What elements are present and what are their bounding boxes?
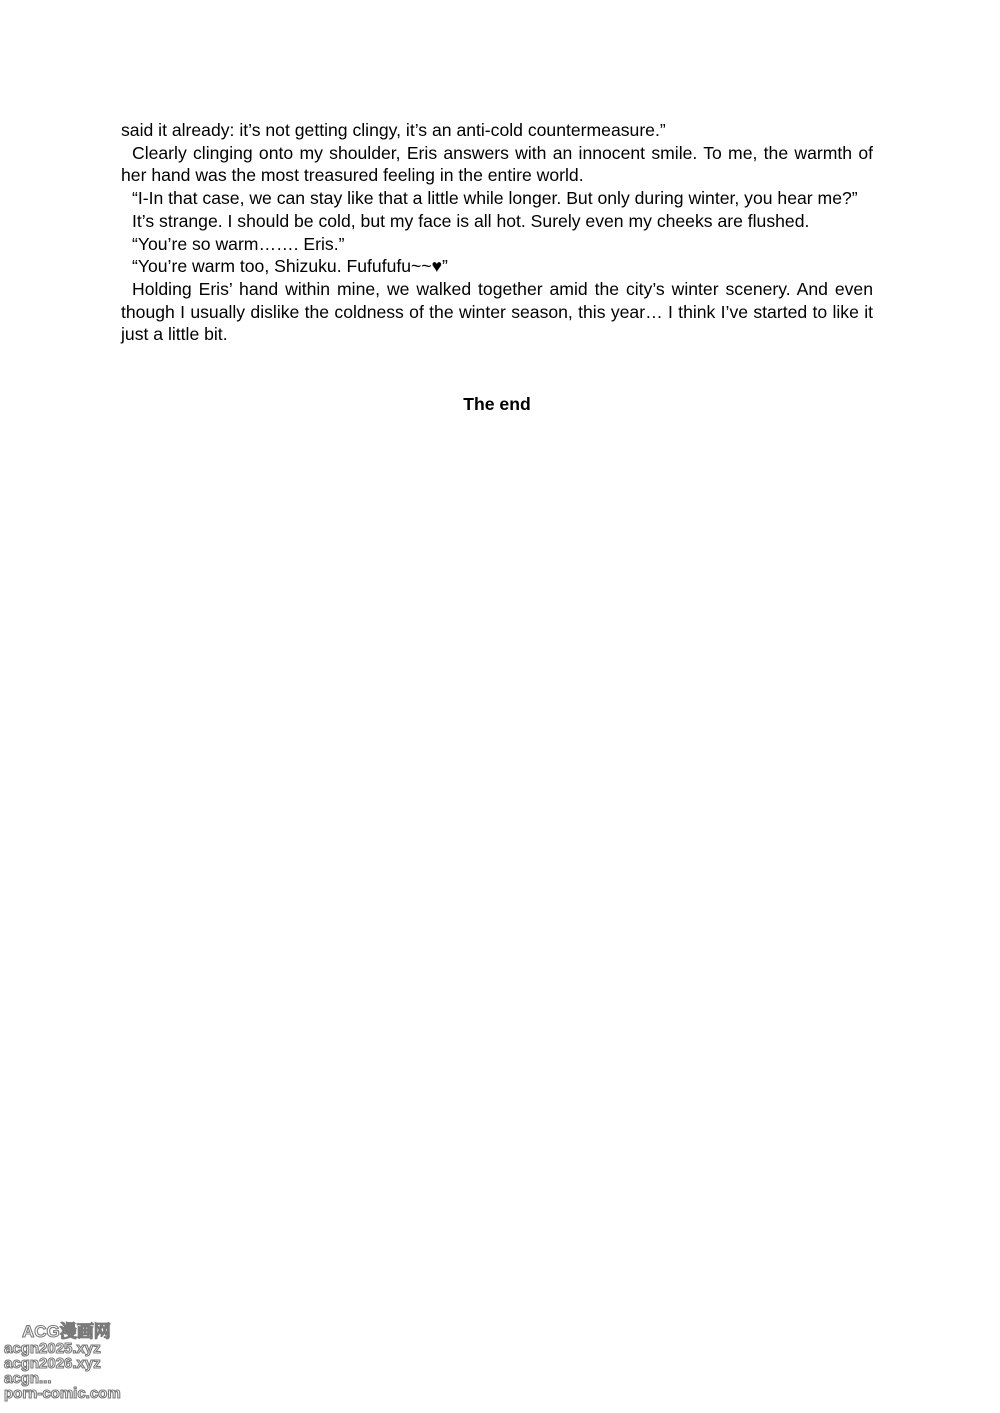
watermark-line: acgn2026.xyz (4, 1355, 101, 1372)
watermark (4, 1323, 164, 1401)
watermark-line: porn-comic.com (4, 1385, 121, 1402)
paragraph-4: It’s strange. I should be cold, but my face is all hot. Surely even my cheeks are flushed. (132, 210, 810, 231)
paragraph-6: “You’re warm too, Shizuku. Fufufufu~~♥” (132, 256, 448, 277)
paragraph-7: Holding Eris’ hand within mine, we walked together amid the city’s winter scenery. And even though I usually dislike the coldness of the winter season, this year… I think I’ve started to like it just a little bit. (121, 278, 873, 345)
paragraph-3: “I-In that case, we can stay like that a little while longer. But only during winter, you hear me?” (132, 188, 858, 209)
paragraph-2: Clearly clinging onto my shoulder, Eris answers with an innocent smile. To me, the warmth of her hand was the most treasured feeling in the entire world. (121, 142, 873, 186)
watermark-line: acgn... (4, 1370, 52, 1387)
paragraph-5: “You’re so warm……. Eris.” (132, 233, 345, 254)
the-end-heading: The end (463, 394, 531, 414)
paragraph-1: said it already: it’s not getting clingy, it’s an anti-cold countermeasure.” (121, 120, 666, 140)
watermark-line: ACG漫画网 (22, 1322, 111, 1341)
watermark-line: acgn2025.xyz (4, 1340, 101, 1357)
story-text (121, 119, 873, 346)
